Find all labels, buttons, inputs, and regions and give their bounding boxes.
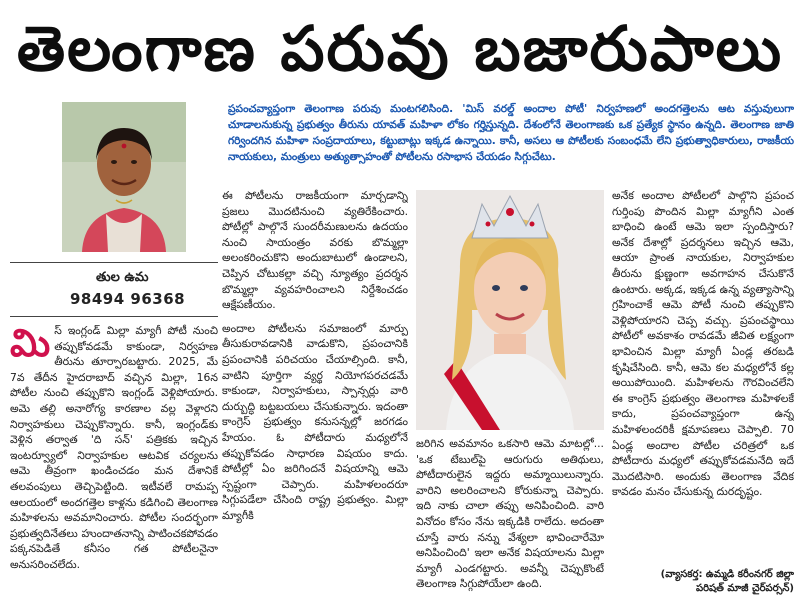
- column-text: అనేక అందాల పోటీలలో పాల్గొని ప్రపంచ గుర్తింపు పొందిన మిల్లా మ్యాగీని ఎంత బాధించి ఉంటే ఆమె ఇలా స్పందిస్తారు? అనేక దేశాల్లో ప్రదర్శనలు ఇచ్చిన ఆమె, ఆయా ప్రాంత నాయకుల, నిర్వాహకుల తీరును క్షుణ్ణంగా అవగాహన చేసుకొనే ఉంటారు. అక్కడ, ఇక్కడ ఉన్న వ్యత్యాసాన్ని గ్రహించాకే ఆమె పోటీ నుంచి తప్పుకొని వెళ్లిపోయారని చెప్ప వచ్చు. ప్రపంచస్థాయి పోటీలో అవకాశం రావడమే జీవిత లక్ష్యంగా భావించిన మిల్లా మ్యాగీ ఏండ్ల తరబడి కృషిచేసింది. కానీ, ఆమె కల మధ్యలోనే కల్ల అయిపోయింది. మహిళలను గౌరవించలేని ఈ కాంగ్రెస్ ప్రభుత్వం తెలంగాణ మహిళలకే కాదు, ప్రపంచవ్యాప్తంగా ఉన్న మహిళలందరికీ క్షమాపణలు చెప్పాలి. 70 ఏండ్ల అందాల పోటీల చరిత్రలో ఒక పోటీదారు మధ్యలో తప్పుకోవడమనేది ఇదే మొదటిసారి. అందుకు తెలంగాణ వేదిక కావడం మనం చేసుకున్న దురదృష్టం.: [612, 189, 794, 499]
- column-text: స్ ఇంగ్లండ్ మిల్లా మ్యాగీ పోటీ నుంచి తప్పుకోవడమే కాకుండా, నిర్వహణ తీరును తూర్పారబట్టారు. 2025, మే 7వ తేదీన హైదరాబాద్ వచ్చిన మిల్లా, 16న పోటీల నుంచి తప్పుకొని ఇంగ్లండ్ వెళ్లిపోయారు. అమె తల్లి అనారోగ్య కారణాల వల్ల వెళ్లారని నిర్వాహకులు చెప్పుకొన్నారు. కానీ, ఇంగ్లండ్‌కు వెళ్లిన తర్వాత 'ది సన్' పత్రికకు ఇచ్చిన ఇంటర్వ్యూలో నిర్వాహకుల ఆటవిక చర్యలను ఆమె తీవ్రంగా ఖండించడం మన దేశానికే తలవంపులు తెచ్చిపెట్టింది. ఇటీవలే రామప్ప ఆలయంలో అందగత్తెల కాళ్లను కడిగించి తెలంగాణ మహిళలను అవమానించారు. పోటీల సందర్భంగా ప్రభుత్వదినేతలు హుందాతనాన్ని పాటించకపోవడం పక్కనపెడితే కనీసం గత పోటీలనైనా అనుసరించలేదు.: [10, 324, 218, 571]
- article-intro: ప్రపంచవ్యాప్తంగా తెలంగాణ పరువు మంటగలిసింది. 'మిస్ వరల్డ్ అందాల పోటీ' నిర్వహణలో అందగత్తెలను ఆట వస్తువులుగా చూడాలనుకున్న ప్రభుత్వం తీరును యావత్ మహిళా లోకం గర్హిస్తున్నది. దేశంలోనే తెలంగాణకు ఒక ప్రత్యేక స్థానం ఉన్నది. తెలంగాణ జాతి గర్విందగిన మహిళా సంప్రదాయాలు, కట్టుబాట్లు ఇక్కడ ఉన్నాయి. కానీ, అసలు ఆ పోటీలకు సంబంధమే లేని ప్రభుత్వాధికారులు, రాజకీయ నాయకులు, మంత్రులు అత్యుత్సాహంతో పోటీలను రసాభాస చేయడం సిగ్గుచేటు.: [228, 103, 794, 163]
- article-column-3: [416, 436, 604, 599]
- credit-line: పరిషత్ మాజీ చైర్‌పర్సన్): [695, 583, 794, 594]
- author-portrait-icon: [62, 102, 186, 252]
- pageant-photo: [416, 190, 604, 430]
- divider: [10, 262, 218, 263]
- column-text: జరిగిన అవమానం ఒకసారి ఆమె మాటల్లో... 'ఒక టేబుల్‌పై ఆరుగురు అతిథులు, పోటీదారులైన ఇద్దరు అమ్మాయిలున్నారు. వారిని అలరించాలని కోరుకున్నా చెప్పారు. ఇది నాకు చాలా తప్పు అనిపించింది. వారి వినోదం కోసం నేను ఇక్కడికి రాలేదు. అదంతా చూస్తే వారు నన్ను వేశ్యలా భావించారేమో అనిపించింది' ఇలా అనేక విషయాలను మిల్లా మ్యాగీ ఎండగట్టారు. అవన్నీ చెప్పుకొంటే తెలంగాణ సిగ్గుపోయేలా ఉంది.: [416, 437, 604, 591]
- credit-line: (వ్యాసకర్త: ఉమ్మడి కరీంనగర్ జిల్లా: [660, 569, 794, 580]
- article-headline: తెలంగాణ పరువు బజారుపాలు: [16, 12, 784, 85]
- author-photo: [62, 102, 186, 252]
- author-name: తుల ఉమ: [96, 270, 149, 285]
- divider: [10, 316, 218, 317]
- column-text: ఈ పోటీలను రాజకీయంగా మార్చడాన్ని ప్రజలు మొదటినుంచి వ్యతిరేకించారు. పోటీల్లో పాల్గొనే సుందరీమణులను ఉదయం నుంచి సాయంత్రం వరకు బొమ్మల్లా అలంకరించుకొని అందుబాటులో ఉండాలని, చెప్పిన చోటుకల్లా వచ్చి న్యూత్యం ప్రదర్శన బొమ్మల్లా వ్యవహరించాలని నిర్దేశించడం ఆక్షేపణీయం.: [222, 189, 408, 312]
- article-column-2: [222, 188, 408, 599]
- column-text: అందాల పోటీలను సమాజంలో మార్పు తీసుకురావడానికి వాడుకొని, ప్రపంచానికి ప్రపంచానికి పరిచయం చేయాల్సింది. కానీ, వాటిని పూర్తిగా వ్యర్థ నియోగపరచడమే కాకుండా, నిర్వాహకులు, స్పాన్సర్లు వారి దుర్బుద్ధి బట్టబయలు చేసుకున్నారు. ఇదంతా కాంగ్రెస్ ప్రభుత్వం కనుసన్నల్లో జరగడం హేయం. ఓ పోటీదారు మధ్యలోనే తప్పుకోవడం సాధారణ విషయం కాదు. పోటీల్లో ఏం జరిగిందనే విషయాన్ని ఆమె స్పష్టంగా చెప్పారు. మహిళలందరూ సిగ్గుపడేలా చేసింది రాష్ట్ర ప్రభుత్వం. మిల్లా మ్యాగీకి: [222, 321, 408, 522]
- author-phone: 98494 96368: [70, 290, 186, 308]
- pageant-queen-icon: [416, 190, 604, 430]
- drop-cap: మి: [10, 323, 51, 365]
- article-column-1: [10, 323, 218, 599]
- author-credit: [612, 568, 794, 600]
- article-column-4: [612, 188, 794, 578]
